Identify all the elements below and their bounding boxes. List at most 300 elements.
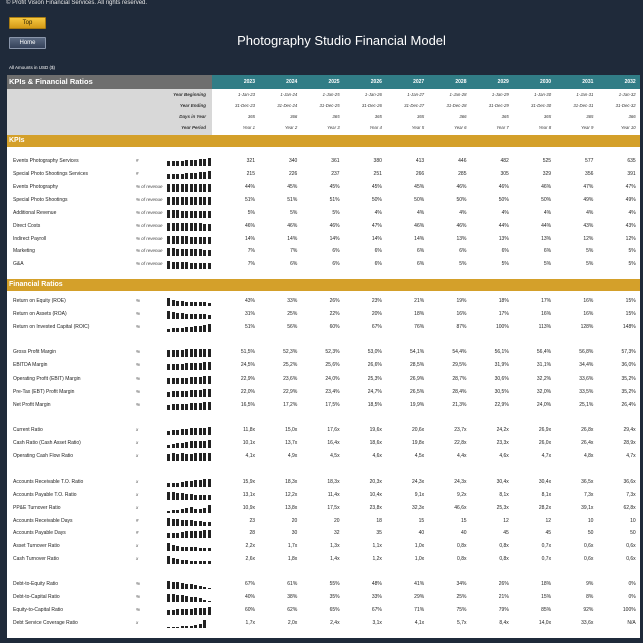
sparkline-bar bbox=[172, 197, 175, 205]
row-value: 35,2% bbox=[621, 376, 636, 382]
row-value: 62% bbox=[287, 607, 298, 613]
row-value: 5,7x bbox=[457, 620, 467, 626]
sparkline-bar bbox=[208, 376, 211, 384]
row-value: 1,2x bbox=[372, 556, 382, 562]
year-header-cell: 2032 bbox=[624, 79, 636, 85]
row-unit: % of revenue bbox=[136, 236, 163, 241]
row-value: 45% bbox=[287, 184, 298, 190]
sparkline-bar bbox=[167, 483, 170, 487]
row-unit: % bbox=[136, 594, 141, 599]
row-unit: % bbox=[136, 349, 141, 354]
sparkline-bar bbox=[176, 184, 179, 192]
home-button[interactable]: Home bbox=[9, 37, 46, 49]
row-value: 15,0x bbox=[285, 427, 298, 433]
row-value: 10 bbox=[630, 518, 636, 524]
copyright-text: © Profit Vision Financial Services. All rights reserved. bbox=[6, 0, 148, 6]
sparkline-bar bbox=[194, 263, 197, 269]
top-button[interactable]: Top bbox=[9, 17, 46, 29]
row-value: 60% bbox=[329, 324, 340, 330]
sparkline-bar bbox=[181, 328, 184, 332]
row-value: 0,8x bbox=[499, 543, 509, 549]
row-value: 31,9% bbox=[494, 362, 509, 368]
sparkline bbox=[167, 197, 212, 205]
meta-cell: 31-Dec-24 bbox=[277, 103, 298, 108]
sparkline-bar bbox=[185, 236, 188, 244]
sparkline bbox=[167, 210, 212, 218]
sparkline-bar bbox=[203, 587, 206, 589]
row-label: Debt-to-Capital Ratio bbox=[13, 594, 60, 600]
row-value: 226 bbox=[288, 171, 298, 177]
row-value: 51% bbox=[329, 197, 340, 203]
sparkline-bar bbox=[190, 390, 193, 397]
sparkline-bar bbox=[176, 609, 179, 615]
sparkline-bar bbox=[185, 429, 188, 435]
meta-cell: 31-Dec-31 bbox=[573, 103, 594, 108]
row-value: 40 bbox=[460, 530, 467, 536]
sparkline-bar bbox=[172, 492, 175, 500]
row-value: 128% bbox=[580, 324, 594, 330]
sparkline-bar bbox=[185, 404, 188, 410]
row-value: 2,2x bbox=[245, 543, 255, 549]
row-value: 2,6x bbox=[245, 556, 255, 562]
row-value: 36,6x bbox=[623, 479, 636, 485]
sparkline-bar bbox=[172, 210, 175, 218]
row-value: 285 bbox=[458, 171, 467, 177]
row-value: 40 bbox=[418, 530, 425, 536]
sparkline-bar bbox=[194, 211, 197, 218]
sparkline-bar bbox=[203, 441, 206, 448]
row-value: 28,7% bbox=[452, 376, 467, 382]
sparkline-bar bbox=[185, 173, 188, 179]
row-value: 19% bbox=[456, 298, 467, 304]
row-label: EBITDA Margin bbox=[13, 362, 48, 368]
row-value: 46% bbox=[287, 223, 298, 229]
meta-cell: 31-Dec-29 bbox=[488, 103, 509, 108]
sparkline-bar bbox=[176, 533, 179, 538]
meta-cell: 1-Jan-25 bbox=[322, 92, 340, 97]
table-row bbox=[7, 235, 640, 245]
sparkline-bar bbox=[185, 520, 188, 526]
meta-cell: 1-Jan-23 bbox=[238, 92, 255, 97]
row-value: 30,4x bbox=[496, 479, 509, 485]
sparkline-bar bbox=[176, 249, 179, 256]
sparkline-bar bbox=[185, 442, 188, 448]
sparkline-bar bbox=[172, 404, 175, 410]
row-value: 25,1% bbox=[579, 402, 594, 408]
sparkline bbox=[167, 556, 212, 564]
sparkline-bar bbox=[176, 559, 179, 564]
sparkline-bar bbox=[167, 174, 170, 179]
row-value: 0% bbox=[628, 594, 636, 600]
sparkline-bar bbox=[190, 211, 193, 218]
sparkline-bar bbox=[185, 584, 188, 589]
row-value: 22,0% bbox=[240, 389, 255, 395]
row-value: 29,5% bbox=[452, 362, 467, 368]
row-value: 50% bbox=[498, 197, 509, 203]
table-row bbox=[7, 619, 640, 629]
row-value: 100% bbox=[622, 607, 636, 613]
sparkline bbox=[167, 248, 212, 256]
sparkline-bar bbox=[208, 427, 211, 435]
sparkline-bar bbox=[203, 620, 206, 628]
table-row bbox=[7, 580, 640, 590]
row-label: Pre-Tax (EBT) Profit Margin bbox=[13, 389, 75, 395]
row-value: 28 bbox=[249, 530, 255, 536]
table-row bbox=[7, 606, 640, 616]
row-value: 48% bbox=[371, 581, 382, 587]
sparkline-bar bbox=[194, 249, 197, 256]
year-header-cell: 2023 bbox=[243, 79, 255, 85]
meta-cell: 365 bbox=[586, 114, 594, 119]
sparkline-bar bbox=[199, 249, 202, 256]
sparkline-bar bbox=[167, 492, 170, 500]
sparkline-bar bbox=[194, 428, 197, 435]
row-value: 47% bbox=[625, 184, 636, 190]
row-value: 0,6x bbox=[626, 556, 636, 562]
table-row bbox=[7, 297, 640, 307]
sparkline-bar bbox=[181, 626, 184, 628]
row-value: 46% bbox=[456, 184, 467, 190]
row-value: 46% bbox=[498, 184, 509, 190]
sparkline-bar bbox=[176, 161, 179, 166]
row-value: 10,9x bbox=[242, 505, 255, 511]
row-value: 380 bbox=[373, 158, 382, 164]
row-value: 9,2x bbox=[457, 492, 467, 498]
row-value: 1,8x bbox=[287, 556, 298, 562]
table-row bbox=[7, 478, 640, 488]
row-value: 25,3% bbox=[367, 376, 382, 382]
table-row bbox=[7, 388, 640, 398]
row-value: 45 bbox=[503, 530, 509, 536]
sparkline-bar bbox=[176, 510, 179, 513]
row-value: 8,1x bbox=[541, 492, 552, 498]
sparkline-bar bbox=[176, 262, 179, 269]
sparkline-bar bbox=[185, 184, 188, 192]
sparkline-bar bbox=[199, 197, 202, 205]
sparkline-bar bbox=[167, 627, 170, 628]
sparkline-bar bbox=[172, 174, 175, 179]
sparkline-bar bbox=[185, 211, 188, 218]
sparkline-bar bbox=[167, 161, 170, 166]
row-value: 22% bbox=[329, 311, 340, 317]
row-value: 12% bbox=[583, 236, 594, 242]
sparkline-bar bbox=[194, 547, 197, 551]
row-value: 14% bbox=[244, 236, 255, 242]
sparkline-bar bbox=[199, 495, 202, 500]
row-value: 54,1% bbox=[410, 349, 425, 355]
sparkline-bar bbox=[194, 495, 197, 500]
row-unit: % bbox=[136, 402, 141, 407]
sparkline-bar bbox=[194, 184, 197, 192]
row-value: 26,4% bbox=[621, 402, 636, 408]
sparkline-bar bbox=[190, 597, 193, 602]
sparkline-bar bbox=[167, 378, 170, 384]
sparkline-bar bbox=[203, 453, 206, 461]
row-value: 24,0% bbox=[536, 402, 552, 408]
row-value: 525 bbox=[542, 158, 552, 164]
row-value: 6% bbox=[416, 248, 425, 254]
row-value: 33% bbox=[371, 594, 382, 600]
row-unit: x bbox=[136, 427, 139, 432]
meta-cell: 1-Jan-29 bbox=[491, 92, 509, 97]
meta-row-label: Year Ending bbox=[179, 103, 206, 108]
row-value: 15% bbox=[541, 594, 552, 600]
row-label: Accounts Payable T.O. Ratio bbox=[13, 492, 77, 498]
table-row bbox=[7, 452, 640, 462]
meta-cell: 365 bbox=[374, 114, 382, 119]
row-value: 5% bbox=[459, 261, 467, 267]
row-value: 20 bbox=[291, 518, 298, 524]
row-value: 4,1x bbox=[245, 453, 255, 459]
row-value: 12 bbox=[545, 518, 552, 524]
row-value: 47% bbox=[371, 223, 382, 229]
row-value: 26,5% bbox=[410, 389, 425, 395]
row-value: 21,3% bbox=[452, 402, 467, 408]
row-value: 41% bbox=[414, 581, 425, 587]
year-header-cell: 2031 bbox=[582, 79, 594, 85]
sparkline bbox=[167, 311, 212, 319]
sparkline-bar bbox=[181, 547, 184, 552]
row-value: 15 bbox=[418, 518, 425, 524]
sparkline-bar bbox=[199, 480, 202, 487]
row-label: Accounts Receivable Days bbox=[13, 518, 73, 524]
row-value: 38% bbox=[287, 594, 298, 600]
sparkline-bar bbox=[167, 405, 170, 410]
sparkline bbox=[167, 479, 212, 487]
row-value: 1,3x bbox=[330, 543, 340, 549]
sparkline-bar bbox=[194, 302, 197, 306]
sparkline-bar bbox=[185, 378, 188, 384]
row-value: 23,7x bbox=[454, 427, 467, 433]
row-value: 4% bbox=[628, 210, 636, 216]
row-value: 5% bbox=[247, 210, 255, 216]
sparkline-bar bbox=[199, 223, 202, 231]
row-unit: % of revenue bbox=[136, 184, 163, 189]
sparkline-bar bbox=[208, 324, 211, 332]
sparkline-bar bbox=[203, 376, 206, 384]
row-value: 356 bbox=[585, 171, 594, 177]
sparkline-bar bbox=[185, 609, 188, 615]
row-label: Asset Turnover Ratio bbox=[13, 543, 60, 549]
row-value: 32,2% bbox=[536, 376, 552, 382]
meta-cell: Year 2 bbox=[284, 125, 298, 130]
row-value: 19,8x bbox=[411, 440, 425, 446]
sparkline-bar bbox=[194, 349, 197, 357]
sparkline-bar bbox=[167, 311, 170, 319]
row-value: 87% bbox=[456, 324, 467, 330]
sparkline-bar bbox=[194, 521, 197, 526]
sparkline-bar bbox=[167, 610, 170, 615]
row-value: 18% bbox=[541, 581, 552, 587]
row-unit: x bbox=[136, 479, 139, 484]
row-value: 25,6% bbox=[325, 362, 340, 368]
row-value: 16% bbox=[583, 311, 594, 317]
sparkline-bar bbox=[203, 197, 206, 205]
table-row bbox=[7, 260, 640, 270]
sparkline bbox=[167, 349, 212, 357]
row-value: 23,8x bbox=[369, 505, 382, 511]
meta-cell: 365 bbox=[501, 114, 509, 119]
row-value: 9% bbox=[586, 581, 594, 587]
table-row bbox=[7, 593, 640, 603]
row-value: 635 bbox=[627, 158, 636, 164]
row-value: 16% bbox=[541, 311, 552, 317]
sparkline-bar bbox=[185, 626, 188, 628]
row-value: 51,5% bbox=[240, 349, 255, 355]
row-value: 28,4% bbox=[452, 389, 467, 395]
row-value: 56,1% bbox=[494, 349, 509, 355]
table-row bbox=[7, 323, 640, 333]
table-row bbox=[7, 361, 640, 371]
row-value: 43% bbox=[244, 298, 255, 304]
meta-cell: 31-Dec-25 bbox=[319, 103, 340, 108]
row-value: 16% bbox=[456, 311, 467, 317]
row-value: 0,6x bbox=[626, 543, 636, 549]
row-value: 19,9% bbox=[410, 402, 425, 408]
sheet-header-row bbox=[7, 75, 640, 89]
row-value: 36,0% bbox=[621, 362, 636, 368]
sparkline-bar bbox=[194, 561, 197, 564]
sparkline-bar bbox=[203, 608, 206, 615]
sparkline-bar bbox=[190, 428, 193, 435]
page-title: Photography Studio Financial Model bbox=[237, 33, 446, 48]
sparkline-bar bbox=[190, 160, 193, 166]
row-label: Return on Invested Capital (ROIC) bbox=[13, 324, 90, 330]
sparkline-bar bbox=[181, 595, 184, 602]
row-value: 92% bbox=[583, 607, 594, 613]
row-value: 23,3x bbox=[496, 440, 509, 446]
row-value: 148% bbox=[622, 324, 636, 330]
table-row bbox=[7, 157, 640, 167]
row-value: 23% bbox=[371, 298, 382, 304]
sparkline bbox=[167, 594, 212, 602]
row-value: 13,1x bbox=[242, 492, 255, 498]
row-value: 45% bbox=[414, 184, 425, 190]
row-value: 2,4x bbox=[330, 620, 340, 626]
sparkline-bar bbox=[176, 493, 179, 500]
sparkline-bar bbox=[199, 441, 202, 448]
row-value: 56,4% bbox=[536, 349, 552, 355]
row-unit: x bbox=[136, 556, 139, 561]
row-value: 4,1x bbox=[414, 620, 425, 626]
row-value: 29,4x bbox=[623, 427, 636, 433]
row-value: 26% bbox=[329, 298, 340, 304]
sparkline bbox=[167, 543, 212, 551]
sparkline-bar bbox=[181, 482, 184, 487]
row-value: 20,3x bbox=[369, 479, 382, 485]
row-value: 45 bbox=[545, 530, 552, 536]
sparkline-bar bbox=[203, 402, 206, 410]
sparkline-bar bbox=[194, 314, 197, 319]
row-unit: x bbox=[136, 620, 139, 625]
row-value: 52,3% bbox=[283, 349, 298, 355]
row-value: 15% bbox=[625, 311, 636, 317]
row-value: 16% bbox=[583, 298, 594, 304]
row-value: 446 bbox=[458, 158, 467, 164]
sparkline-bar bbox=[185, 197, 188, 205]
sparkline-bar bbox=[203, 224, 206, 231]
sparkline-bar bbox=[181, 609, 184, 615]
row-value: 361 bbox=[331, 158, 340, 164]
table-row bbox=[7, 491, 640, 501]
row-value: 5% bbox=[628, 261, 636, 267]
sparkline-bar bbox=[176, 595, 179, 602]
section-header-financial-ratios: Financial Ratios bbox=[7, 279, 640, 291]
sparkline-bar bbox=[167, 581, 170, 589]
row-value: 24,7% bbox=[367, 389, 382, 395]
sparkline-bar bbox=[190, 507, 193, 513]
sparkline-bar bbox=[172, 627, 175, 628]
sparkline-bar bbox=[199, 263, 202, 269]
sparkline-bar bbox=[172, 350, 175, 357]
row-value: 25% bbox=[287, 311, 298, 317]
table-row bbox=[7, 375, 640, 385]
row-value: 14% bbox=[371, 236, 382, 242]
row-value: 33,6% bbox=[579, 376, 594, 382]
sparkline-bar bbox=[199, 608, 202, 615]
row-value: 30 bbox=[291, 530, 298, 536]
sparkline-bar bbox=[185, 481, 188, 487]
meta-cell: Year 5 bbox=[411, 125, 425, 130]
sparkline-bar bbox=[172, 312, 175, 319]
sparkline-bar bbox=[181, 313, 184, 319]
sparkline-bar bbox=[185, 494, 188, 500]
meta-cell: Year 10 bbox=[620, 125, 636, 130]
sparkline-bar bbox=[203, 184, 206, 192]
row-value: 33,5% bbox=[579, 389, 594, 395]
row-value: 1,0x bbox=[414, 556, 425, 562]
sparkline-bar bbox=[181, 236, 184, 244]
year-header-cell: 2026 bbox=[370, 79, 382, 85]
meta-cell: 366 bbox=[459, 114, 467, 119]
sparkline-bar bbox=[194, 480, 197, 487]
row-value: 5% bbox=[586, 248, 594, 254]
sparkline-bar bbox=[190, 494, 193, 500]
sparkline-bar bbox=[208, 561, 211, 564]
row-unit: % bbox=[136, 376, 141, 381]
year-header-band bbox=[212, 75, 640, 89]
row-value: 32,0% bbox=[536, 389, 552, 395]
row-value: 30,5% bbox=[494, 389, 509, 395]
row-unit: % bbox=[136, 311, 141, 316]
row-value: 4% bbox=[543, 210, 552, 216]
sparkline-bar bbox=[203, 495, 206, 500]
sparkline-bar bbox=[181, 429, 184, 435]
row-value: 22,9% bbox=[494, 402, 509, 408]
row-value: 7,3x bbox=[626, 492, 636, 498]
sparkline-bar bbox=[194, 377, 197, 384]
row-value: 2,0x bbox=[287, 620, 298, 626]
row-value: 67% bbox=[244, 581, 255, 587]
row-value: 3,1x bbox=[372, 620, 382, 626]
row-label: Return on Assets (ROA) bbox=[13, 311, 67, 317]
sparkline-bar bbox=[176, 483, 179, 488]
row-value: 8% bbox=[586, 594, 594, 600]
sparkline-bar bbox=[190, 302, 193, 306]
sparkline-bar bbox=[167, 445, 170, 448]
row-value: 30,4x bbox=[538, 479, 552, 485]
sparkline-bar bbox=[176, 378, 179, 384]
sparkline-bar bbox=[203, 508, 206, 513]
meta-cell: 1-Jan-28 bbox=[449, 92, 467, 97]
meta-row-label: Year Period bbox=[181, 125, 206, 130]
sparkline-bar bbox=[176, 350, 179, 357]
sparkline-bar bbox=[194, 173, 197, 179]
row-value: 49% bbox=[625, 197, 636, 203]
sparkline-bar bbox=[167, 511, 170, 513]
sparkline-bar bbox=[172, 519, 175, 526]
meta-cell: 1-Jan-31 bbox=[576, 92, 594, 97]
